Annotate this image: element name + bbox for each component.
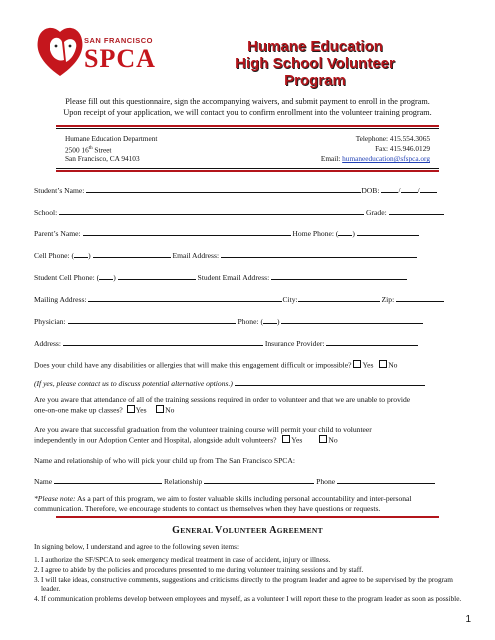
title-line-2: High School Volunteer Program: [235, 55, 395, 89]
physician-phone-field[interactable]: [281, 316, 423, 324]
school-row: School: Grade:: [34, 207, 464, 217]
agreement-list: [34, 555, 464, 604]
city-field[interactable]: [298, 294, 380, 302]
cell-phone-row: Cell Phone: ( ) Email Address:: [34, 250, 464, 260]
list-item: 3. I will take ideas, constructive comments, suggestions and criticisms directly to the program leader and agree to be supervised by the program leader.: [34, 574, 453, 594]
attendance-yes-checkbox[interactable]: [127, 405, 135, 413]
fax: Fax: 415.946.0129: [375, 143, 430, 153]
physician-row: Physician: Phone: ( ): [34, 316, 464, 326]
graduation-no-checkbox[interactable]: [319, 435, 327, 443]
intro-line-2: Upon receipt of your application, we will contact you to confirm enrollment into the volunteer training program.: [63, 108, 432, 117]
telephone: Telephone: 415.554.3065: [355, 134, 430, 143]
list-item: 4. If communication problems develop between employees and myself, as a volunteer I will report these to the program leader as soon as possible.: [34, 594, 462, 604]
street-address: 2500 16th Street: [65, 144, 112, 154]
physician-field[interactable]: [68, 316, 236, 324]
page-number: 1: [465, 614, 471, 625]
email-line: Email: humaneeducation@sfspca.org: [320, 154, 430, 164]
title-line-1: Humane Education: [247, 38, 383, 55]
pickup-row: Name Relationship Phone: [34, 476, 464, 486]
home-phone-field[interactable]: [357, 228, 419, 236]
student-name-row: Student’s Name: DOB: / /: [34, 185, 464, 195]
parent-name-row: Parent’s Name: Home Phone: ( ): [34, 228, 464, 238]
intro-text: [20, 96, 475, 118]
physician-phone-area-field[interactable]: [263, 316, 277, 324]
disabilities-note: (If yes, please contact us to discuss potential alternative options.): [34, 379, 233, 388]
agreement-intro: In signing below, I understand and agree to the following seven items:: [34, 542, 240, 551]
divider-bottom-red: [56, 516, 439, 518]
pickup-phone-field[interactable]: [337, 476, 435, 484]
grade-field[interactable]: [389, 207, 444, 215]
divider-mid-black: [56, 168, 439, 169]
dob-day-field[interactable]: [401, 185, 418, 193]
list-item: 2. I agree to abide by the policies and procedures presented to me during volunteer training sessions and by staff.: [34, 564, 364, 574]
physician-address-field[interactable]: [63, 338, 263, 346]
mailing-address-field[interactable]: [88, 294, 282, 302]
please-note: *Please note: As a part of this program, we aim to foster valuable skills including personal accountability and inter-personal communication. Therefore, we encourage students to contact us themselves when they have questions or requests.: [34, 494, 412, 513]
org-name-small: SAN FRANCISCO: [84, 36, 154, 45]
graduation-question: Are you aware that successful graduation from the volunteer training course will permit your child to volunteer independently in our Adoption Center and Hospital, alongside adult volunteers? Yes No: [34, 425, 372, 445]
intro-line-1: Please fill out this questionnaire, sign the accompanying waivers, and submit payment to enroll in the program.: [65, 97, 430, 106]
student-email-field[interactable]: [271, 272, 407, 280]
address-row: Address: Insurance Provider:: [34, 338, 464, 348]
disabilities-row: Does your child have any disabilities or allergies that will make this engagement difficult or impossible? Yes No: [34, 360, 398, 370]
department-name: Humane Education Department: [65, 134, 158, 143]
divider-top-red: [56, 125, 439, 127]
disabilities-details-field[interactable]: [235, 378, 425, 386]
graduation-yes-checkbox[interactable]: [282, 435, 290, 443]
zip-field[interactable]: [396, 294, 444, 302]
disabilities-no-checkbox[interactable]: [379, 360, 387, 368]
dob-year-field[interactable]: [420, 185, 437, 193]
student-cell-row: Student Cell Phone: ( ) Student Email Address:: [34, 272, 464, 282]
cell-phone-field[interactable]: [93, 250, 171, 258]
list-item: 1. I authorize the SF/SPCA to seek emergency medical treatment in case of accident, injury or illness.: [34, 555, 331, 564]
pickup-name-field[interactable]: [54, 476, 162, 484]
student-cell-field[interactable]: [118, 272, 196, 280]
school-field[interactable]: [59, 207, 364, 215]
pickup-relationship-field[interactable]: [204, 476, 314, 484]
org-name-big: SPCA: [84, 44, 156, 73]
cell-phone-area-field[interactable]: [74, 250, 88, 258]
dob-month-field[interactable]: [381, 185, 398, 193]
divider-mid-red: [56, 170, 439, 172]
home-phone-area-field[interactable]: [338, 228, 352, 236]
insurance-provider-field[interactable]: [326, 338, 418, 346]
email-link[interactable]: humaneeducation@sfspca.org: [342, 154, 430, 164]
attendance-question: Are you aware that attendance of all of the training sessions required in order to volunteer and that we are unable to provide one-on-one make up classes? Yes No: [34, 395, 411, 415]
student-cell-area-field[interactable]: [99, 272, 113, 280]
disabilities-note-row: [34, 378, 464, 388]
contact-block: [65, 134, 430, 164]
pickup-question: Name and relationship of who will pick your child up from The San Francisco SPCA:: [34, 456, 295, 465]
student-name-field[interactable]: [86, 185, 361, 193]
parent-name-field[interactable]: [83, 228, 291, 236]
email-address-field[interactable]: [221, 250, 417, 258]
program-title: [205, 38, 425, 89]
attendance-no-checkbox[interactable]: [156, 405, 164, 413]
agreement-title: GENERAL VOLUNTEER AGREEMENT: [172, 525, 323, 536]
mailing-address-row: Mailing Address: City: Zip:: [34, 294, 464, 304]
disabilities-yes-checkbox[interactable]: [353, 360, 361, 368]
city-state-zip: San Francisco, CA 94103: [65, 154, 140, 164]
divider-top-black: [56, 128, 439, 129]
